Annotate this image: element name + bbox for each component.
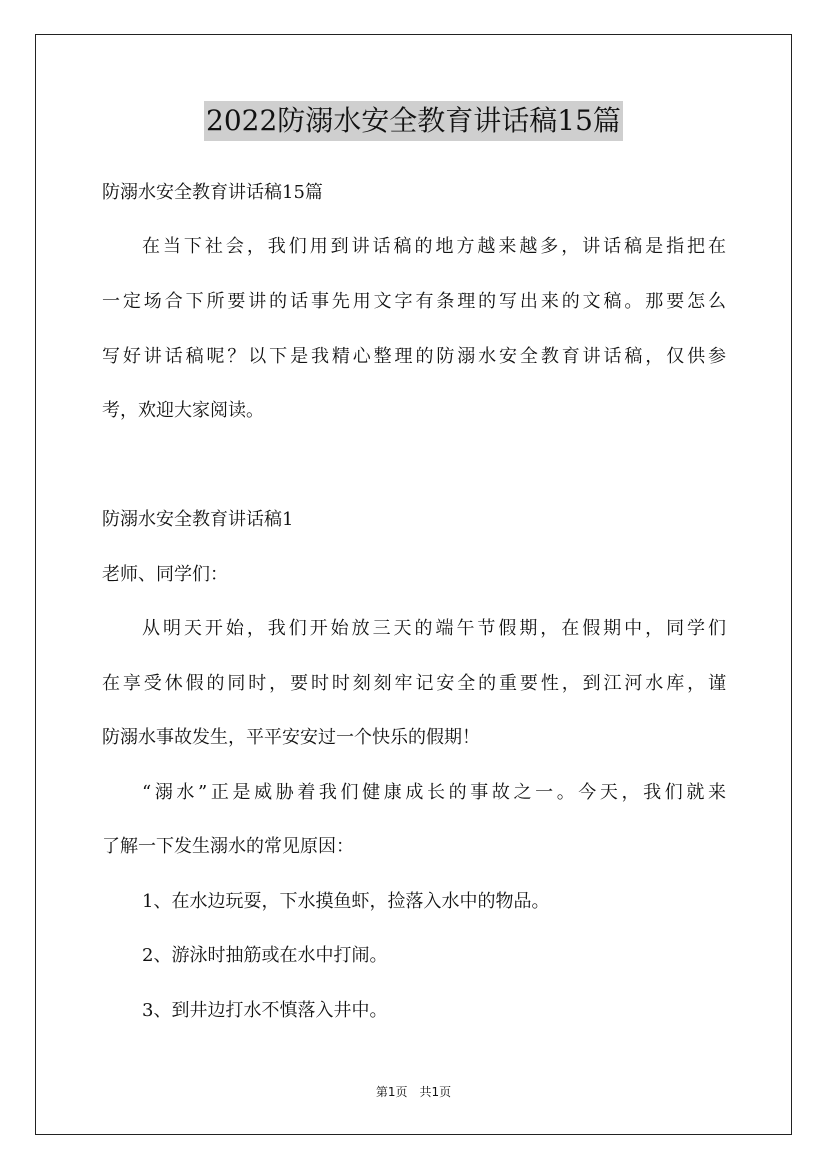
paragraph-line: 防溺水事故发生，平平安安过一个快乐的假期！: [102, 727, 480, 748]
paragraph-line: 写好讲话稿呢？以下是我精心整理的防溺水安全教育讲话稿，仅供参: [102, 346, 726, 367]
page-number: 第1页 共1页: [375, 1085, 452, 1099]
paragraph-line: 一定场合下所要讲的话事先用文字有条理的写出来的文稿。那要怎么: [102, 291, 726, 312]
section-heading: 防溺水安全教育讲话稿15篇: [102, 182, 323, 203]
paragraph-line: 在当下社会，我们用到讲话稿的地方越来越多，讲话稿是指把在: [142, 236, 726, 257]
paragraph-line: 在享受休假的同时，要时时刻刻牢记安全的重要性，到江河水库，谨: [102, 673, 726, 694]
section-heading: 防溺水安全教育讲话稿1: [102, 509, 294, 530]
list-item: 3、到井边打水不慎落入井中。: [142, 1000, 388, 1021]
list-item: 1、在水边玩耍，下水摸鱼虾，捡落入水中的物品。: [142, 891, 550, 912]
title-container: [0, 101, 827, 141]
paragraph-line: 了解一下发生溺水的常见原因：: [102, 836, 354, 857]
paragraph-line: 从明天开始，我们开始放三天的端午节假期，在假期中，同学们: [142, 618, 726, 639]
document-title: 2022防溺水安全教育讲话稿15篇: [204, 101, 623, 141]
salutation: 老师、同学们：: [102, 564, 228, 585]
paragraph-line: 考，欢迎大家阅读。: [102, 400, 264, 421]
paragraph-line: “溺水”正是威胁着我们健康成长的事故之一。今天，我们就来: [142, 782, 726, 803]
list-item: 2、游泳时抽筋或在水中打闹。: [142, 945, 388, 966]
